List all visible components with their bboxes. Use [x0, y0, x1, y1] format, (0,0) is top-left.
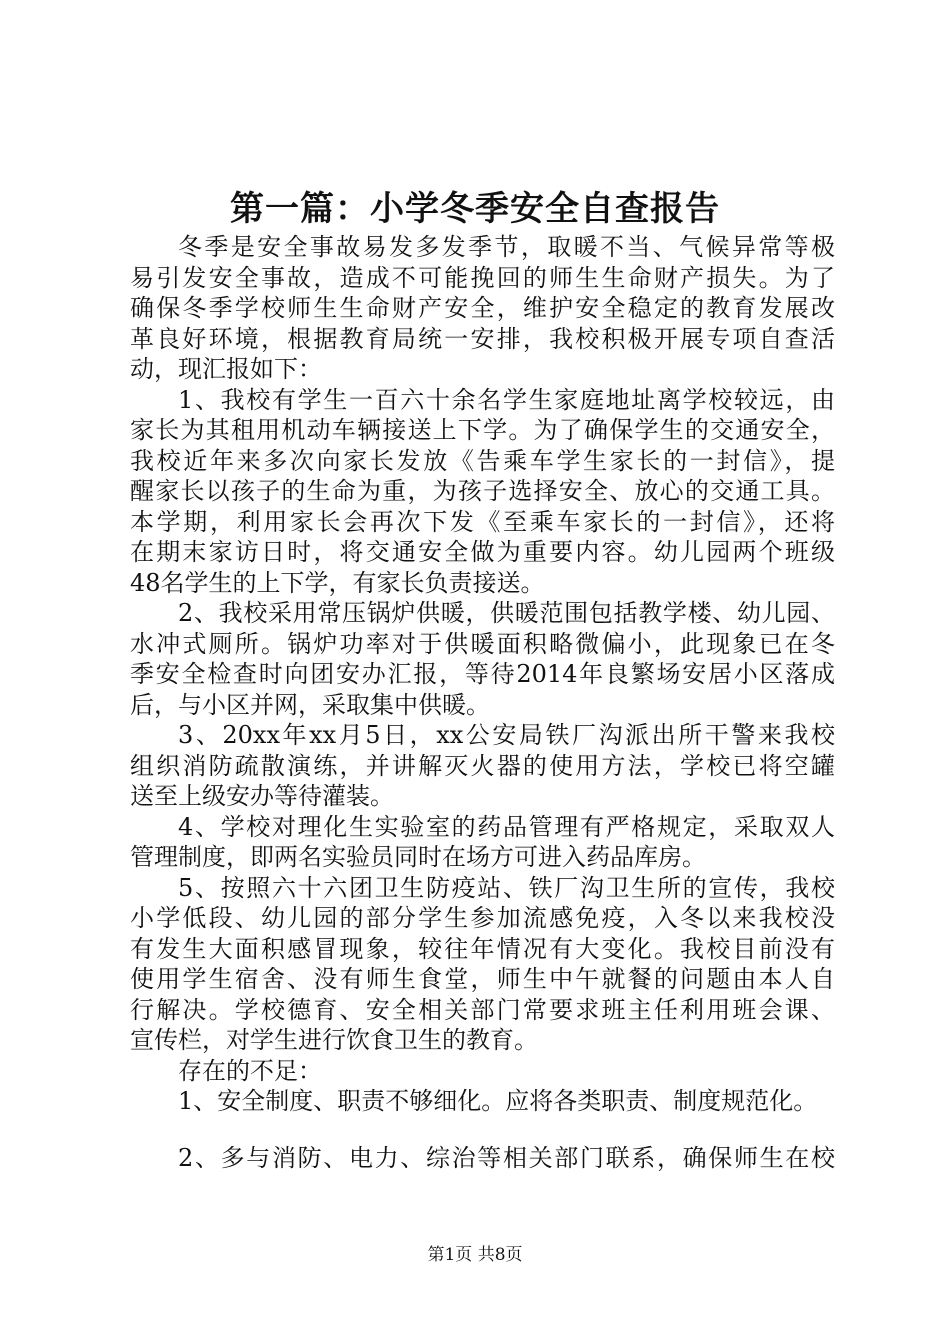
- text-line: 1、安全制度、职责不够细化。应将各类职责、制度规范化。: [178, 1087, 818, 1115]
- text-line: 家长为其租用机动车辆接送上下学。为了确保学生的交通安全，: [130, 416, 835, 444]
- document-body: [130, 232, 835, 1173]
- text-line: 小学低段、幼儿园的部分学生参加流感免疫，入冬以来我校没: [130, 904, 835, 932]
- text-line: 管理制度，即两名实验员同时在场方可进入药品库房。: [130, 843, 706, 871]
- paragraph-gap: [130, 1117, 835, 1143]
- document-title: 第一篇：小学冬季安全自查报告: [230, 189, 720, 229]
- text-line: 有发生大面积感冒现象，较往年情况有大变化。我校目前没有: [130, 934, 835, 963]
- text-line: 48名学生的上下学，有家长负责接送。: [130, 568, 545, 597]
- text-line: 动，现汇报如下：: [130, 355, 322, 383]
- text-line: 易引发安全事故，造成不可能挽回的师生生命财产损失。为了: [130, 263, 835, 292]
- text-line: 使用学生宿舍、没有师生食堂，师生中午就餐的问题由本人自: [130, 965, 835, 993]
- text-line: 3、20xx年xx月5日，xx公安局铁厂沟派出所干警来我校: [178, 721, 835, 749]
- text-line: 季安全检查时向团安办汇报，等待2014年良繁场安居小区落成: [130, 660, 835, 688]
- text-line: 2、多与消防、电力、综治等相关部门联系，确保师生在校: [178, 1143, 835, 1172]
- text-line: 组织消防疏散演练，并讲解灭火器的使用方法，学校已将空罐: [130, 751, 835, 780]
- text-line: 醒家长以孩子的生命为重，为孩子选择安全、放心的交通工具。: [130, 477, 835, 505]
- text-line: 送至上级安办等待灌装。: [130, 782, 394, 810]
- text-line: 确保冬季学校师生生命财产安全，维护安全稳定的教育发展改: [130, 294, 835, 322]
- text-line: 水冲式厕所。锅炉功率对于供暖面积略微偏小，此现象已在冬: [130, 629, 835, 658]
- text-line: 宣传栏，对学生进行饮食卫生的教育。: [130, 1026, 538, 1054]
- text-line: 在期末家访日时，将交通安全做为重要内容。幼儿园两个班级: [130, 538, 835, 566]
- text-line: 后，与小区并网，采取集中供暖。: [130, 690, 490, 719]
- text-line: 5、按照六十六团卫生防疫站、铁厂沟卫生所的宣传，我校: [178, 873, 835, 902]
- text-line: 1、我校有学生一百六十余名学生家庭地址离学校较远，由: [178, 385, 835, 414]
- text-line: 行解决。学校德育、安全相关部门常要求班主任利用班会课、: [130, 995, 835, 1024]
- text-line: 革良好环境，根据教育局统一安排，我校积极开展专项自查活: [130, 324, 835, 353]
- text-line: 冬季是安全事故易发多发季节，取暖不当、气候异常等极: [178, 233, 835, 261]
- text-line: 存在的不足：: [178, 1056, 322, 1085]
- text-line: 4、学校对理化生实验室的药品管理有严格规定，采取双人: [178, 812, 835, 841]
- text-line: 本学期，利用家长会再次下发《至乘车家长的一封信》，还将: [130, 507, 835, 536]
- text-line: 2、我校采用常压锅炉供暖，供暖范围包括教学楼、幼儿园、: [178, 599, 835, 627]
- text-line: 我校近年来多次向家长发放《告乘车学生家长的一封信》，提: [130, 446, 835, 475]
- page-footer: 第1页 共8页: [427, 1245, 523, 1265]
